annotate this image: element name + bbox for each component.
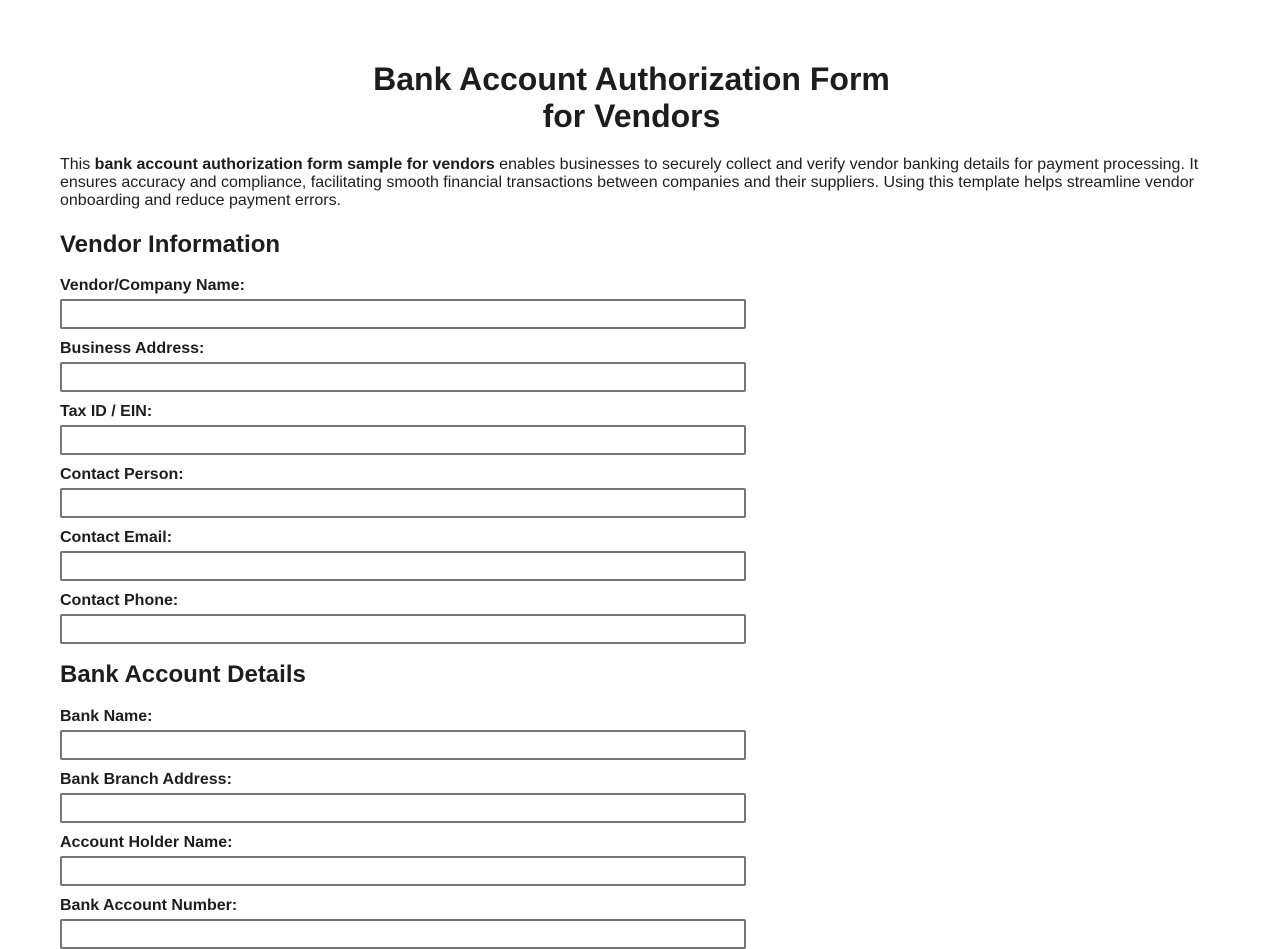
bank-account-number-input[interactable] <box>60 919 746 949</box>
business-address-label: Business Address: <box>60 340 205 358</box>
vendor-company-name-input[interactable] <box>60 299 746 329</box>
page-title-line2: for Vendors <box>542 97 721 134</box>
section-bank-account-details <box>60 661 1203 949</box>
contact-phone-input[interactable] <box>60 614 746 644</box>
intro-bold-phrase: bank account authorization form sample for vendors <box>94 155 495 173</box>
intro-paragraph <box>60 156 1203 211</box>
account-holder-name-label: Account Holder Name: <box>60 833 233 851</box>
page-title <box>60 61 1203 135</box>
bank-name-input[interactable] <box>60 730 746 760</box>
page-title-line1: Bank Account Authorization Form <box>373 61 890 97</box>
account-holder-name-input[interactable] <box>60 856 746 886</box>
tax-id-ein-input[interactable] <box>60 425 746 455</box>
field-group-tax-id-ein <box>60 403 1203 455</box>
field-group-contact-phone <box>60 592 1203 644</box>
tax-id-ein-label: Tax ID / EIN: <box>60 403 153 421</box>
contact-person-label: Contact Person: <box>60 466 184 484</box>
section-heading-vendor-information: Vendor Information <box>60 230 281 258</box>
field-group-bank-branch-address <box>60 771 1203 823</box>
bank-branch-address-label: Bank Branch Address: <box>60 770 232 788</box>
contact-email-input[interactable] <box>60 551 746 581</box>
bank-branch-address-input[interactable] <box>60 793 746 823</box>
section-vendor-information <box>60 231 1203 645</box>
bank-name-label: Bank Name: <box>60 707 153 725</box>
section-heading-bank-account-details: Bank Account Details <box>60 661 306 689</box>
field-group-bank-name <box>60 708 1203 760</box>
field-group-vendor-company-name <box>60 277 1203 329</box>
intro-prefix: This <box>60 155 95 173</box>
field-group-contact-person <box>60 466 1203 518</box>
intro-rest: enables businesses to securely collect and verify vendor banking details for payment processing. It ensures accuracy and compliance, facilitating smooth financial transactions between companies and their suppliers. Using this template helps streamline vendor onboarding and reduce payment errors. <box>60 155 1199 210</box>
business-address-input[interactable] <box>60 362 746 392</box>
contact-phone-label: Contact Phone: <box>60 592 179 610</box>
field-group-business-address <box>60 340 1203 392</box>
field-group-contact-email <box>60 529 1203 581</box>
contact-person-input[interactable] <box>60 488 746 518</box>
field-group-account-holder-name <box>60 834 1203 886</box>
vendor-company-name-label: Vendor/Company Name: <box>60 277 245 295</box>
field-group-bank-account-number <box>60 897 1203 949</box>
contact-email-label: Contact Email: <box>60 529 173 547</box>
bank-account-number-label: Bank Account Number: <box>60 896 238 914</box>
